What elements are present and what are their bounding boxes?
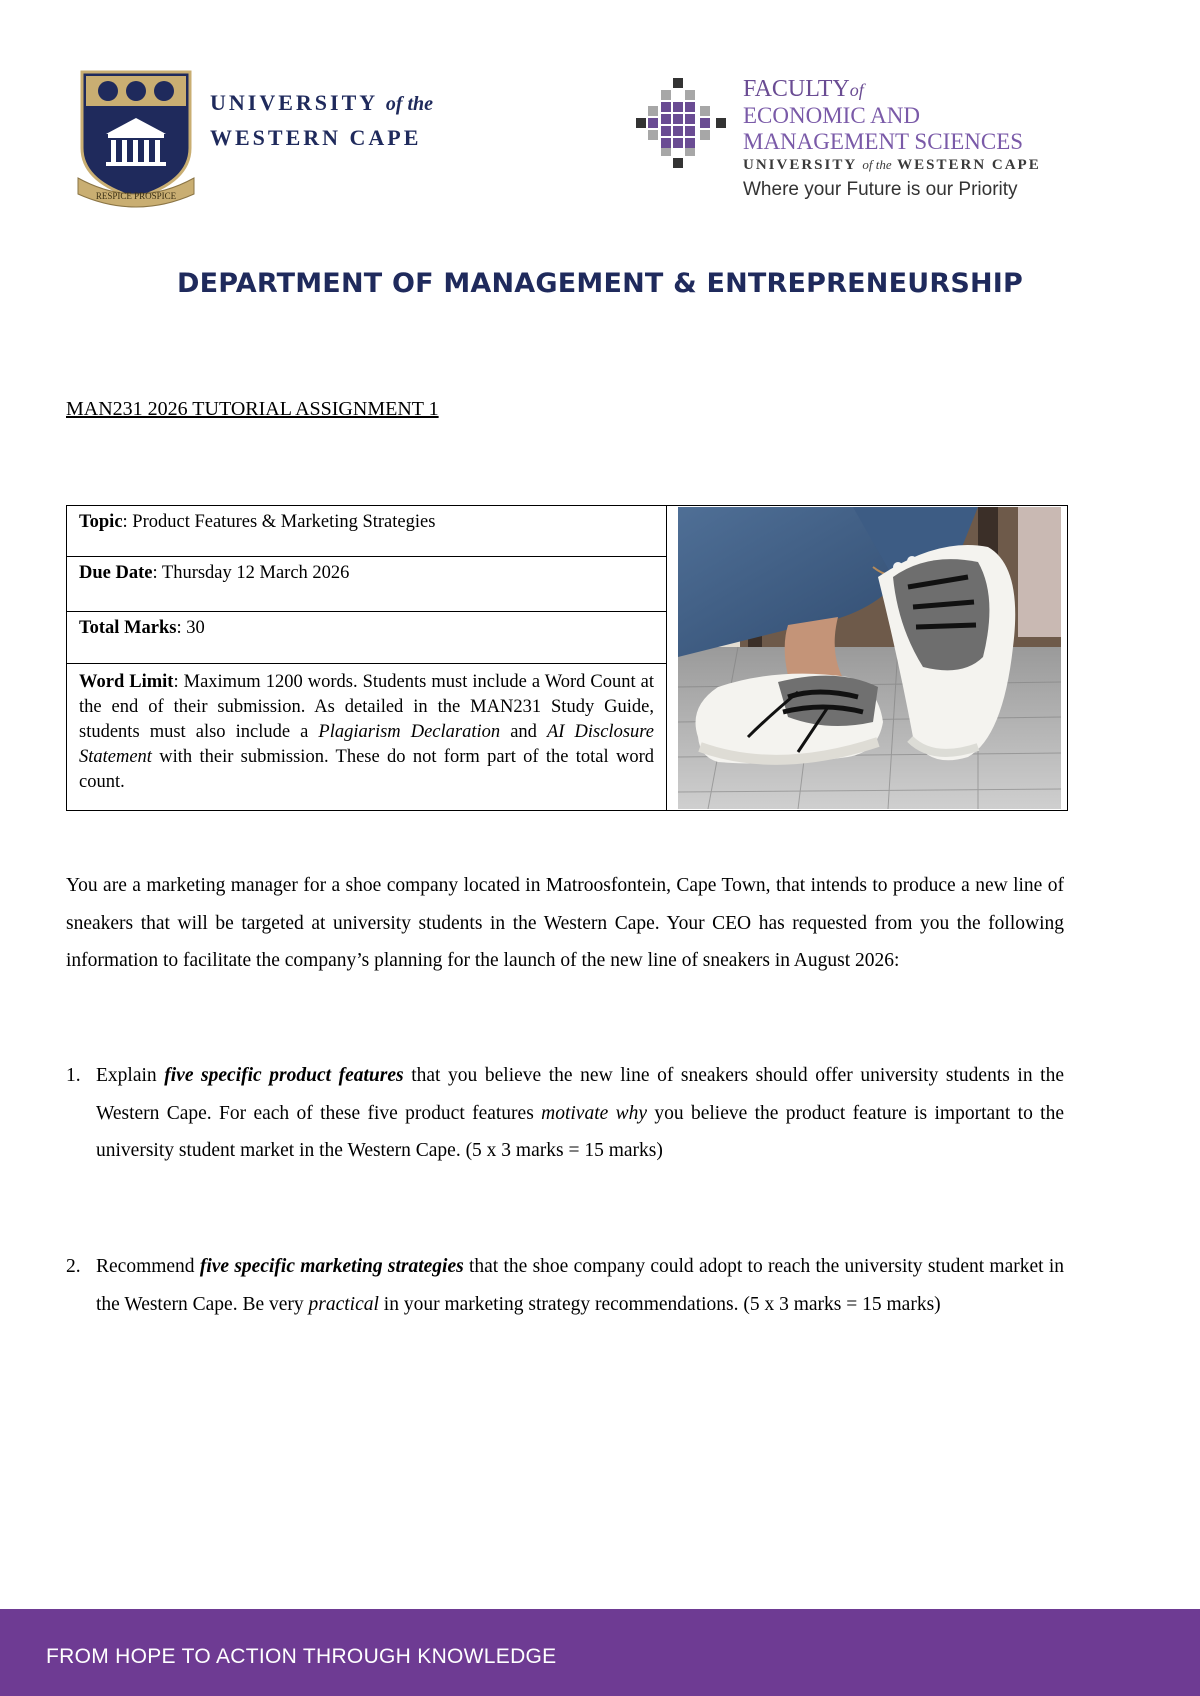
total-marks-cell: [67, 612, 666, 664]
department-heading: DEPARTMENT OF MANAGEMENT & ENTREPRENEURSHIP: [176, 268, 1024, 299]
question-number: 2.: [66, 1256, 81, 1277]
due-date-value: : Thursday 12 March 2026: [152, 563, 350, 583]
footer-banner: [0, 1609, 1200, 1696]
question-1: [66, 1057, 1064, 1170]
ems-wordmark: [743, 76, 1041, 205]
question-emphasis: five specific product features: [164, 1065, 404, 1086]
question-text-part: that you believe the new line of sneakers should offer university students in the Western Cape. For each of these five product features: [96, 1065, 1065, 1124]
total-marks-label: Total Marks: [79, 618, 177, 638]
sneaker-photo: [678, 507, 1061, 809]
plagiarism-declaration-text: Plagiarism Declaration: [318, 722, 501, 742]
due-date-cell: [67, 557, 666, 612]
word-limit-text-end: with their submission. These do not form part of the total word count.: [79, 747, 654, 792]
assignment-info-table: [66, 505, 1068, 811]
topic-value: : Product Features & Marketing Strategies: [122, 512, 436, 532]
assignment-title: MAN231 2026 TUTORIAL ASSIGNMENT 1: [66, 398, 439, 420]
question-2: [66, 1248, 1064, 1323]
ems-tagline: Where your Future is our Priority: [743, 179, 1018, 200]
due-date-label: Due Date: [79, 563, 153, 583]
word-limit-text: : Maximum 1200 words. Students must include a Word Count at the end of their submission. As detailed in the MAN231 Study Guide, students must also include a: [79, 672, 655, 742]
footer-slogan: FROM HOPE TO ACTION THROUGH KNOWLEDGE: [46, 1645, 557, 1668]
word-limit-cell: [67, 664, 666, 810]
ems-univ-of: of the: [862, 157, 892, 172]
ems-of-text: of: [849, 80, 864, 100]
sneaker-photo-icon: [678, 507, 1061, 809]
question-number: 1.: [66, 1065, 81, 1086]
ems-univ-text: UNIVERSITY: [743, 157, 857, 173]
uwc-wordmark-line1: UNIVERSITY: [210, 90, 378, 115]
word-limit-label: Word Limit: [79, 672, 174, 692]
topic-cell: [67, 506, 666, 557]
question-text-part: that the shoe company could adopt to reach the university student market in the Western Cape. Be very: [96, 1256, 1065, 1315]
total-marks-value: : 30: [176, 618, 205, 638]
uwc-crest-icon: [76, 70, 200, 212]
svg-text:RESPICE PROSPICE: RESPICE PROSPICE: [95, 191, 177, 201]
ems-grid-icon: [636, 78, 728, 170]
word-limit-text-and: and: [500, 722, 547, 742]
ems-faculty-logo: [636, 76, 1096, 212]
topic-label: Topic: [79, 512, 123, 532]
question-text: [96, 1057, 1064, 1170]
uwc-wordmark: [210, 86, 433, 154]
question-text: [96, 1248, 1064, 1323]
ai-disclosure-text: AI Disclosure Statement: [79, 722, 654, 767]
question-emphasis: five specific marketing strategies: [199, 1256, 464, 1277]
question-text-part: Explain: [96, 1065, 165, 1086]
ems-univ-wc: WESTERN CAPE: [897, 157, 1041, 173]
question-text-part: Recommend: [96, 1256, 200, 1277]
info-column: [67, 506, 667, 810]
ems-line3: MANAGEMENT SCIENCES: [743, 129, 1024, 154]
uwc-logo: [76, 70, 456, 212]
uwc-wordmark-of: of the: [385, 93, 434, 115]
intro-paragraph: You are a marketing manager for a shoe company located in Matroosfontein, Cape Town, that intends to produce a new line of sneakers that will be targeted at university students in the Western Cape. Your CEO has requested from you the following information to facilitate the company’s planning for the launch of the new line of sneakers in August 2026:: [66, 875, 1064, 972]
ems-line2: ECONOMIC AND: [743, 103, 920, 128]
question-text-part: you believe the product feature is important to the university student market in the Western Cape. (5 x 3 marks = 15 marks): [96, 1102, 1064, 1162]
ems-faculty-text: FACULTY: [743, 76, 850, 102]
question-text-part: in your marketing strategy recommendations. (5 x 3 marks = 15 marks): [378, 1293, 941, 1315]
uwc-wordmark-line2: WESTERN CAPE: [210, 125, 422, 150]
question-italic: practical: [308, 1293, 379, 1315]
question-italic: motivate why: [541, 1102, 648, 1124]
